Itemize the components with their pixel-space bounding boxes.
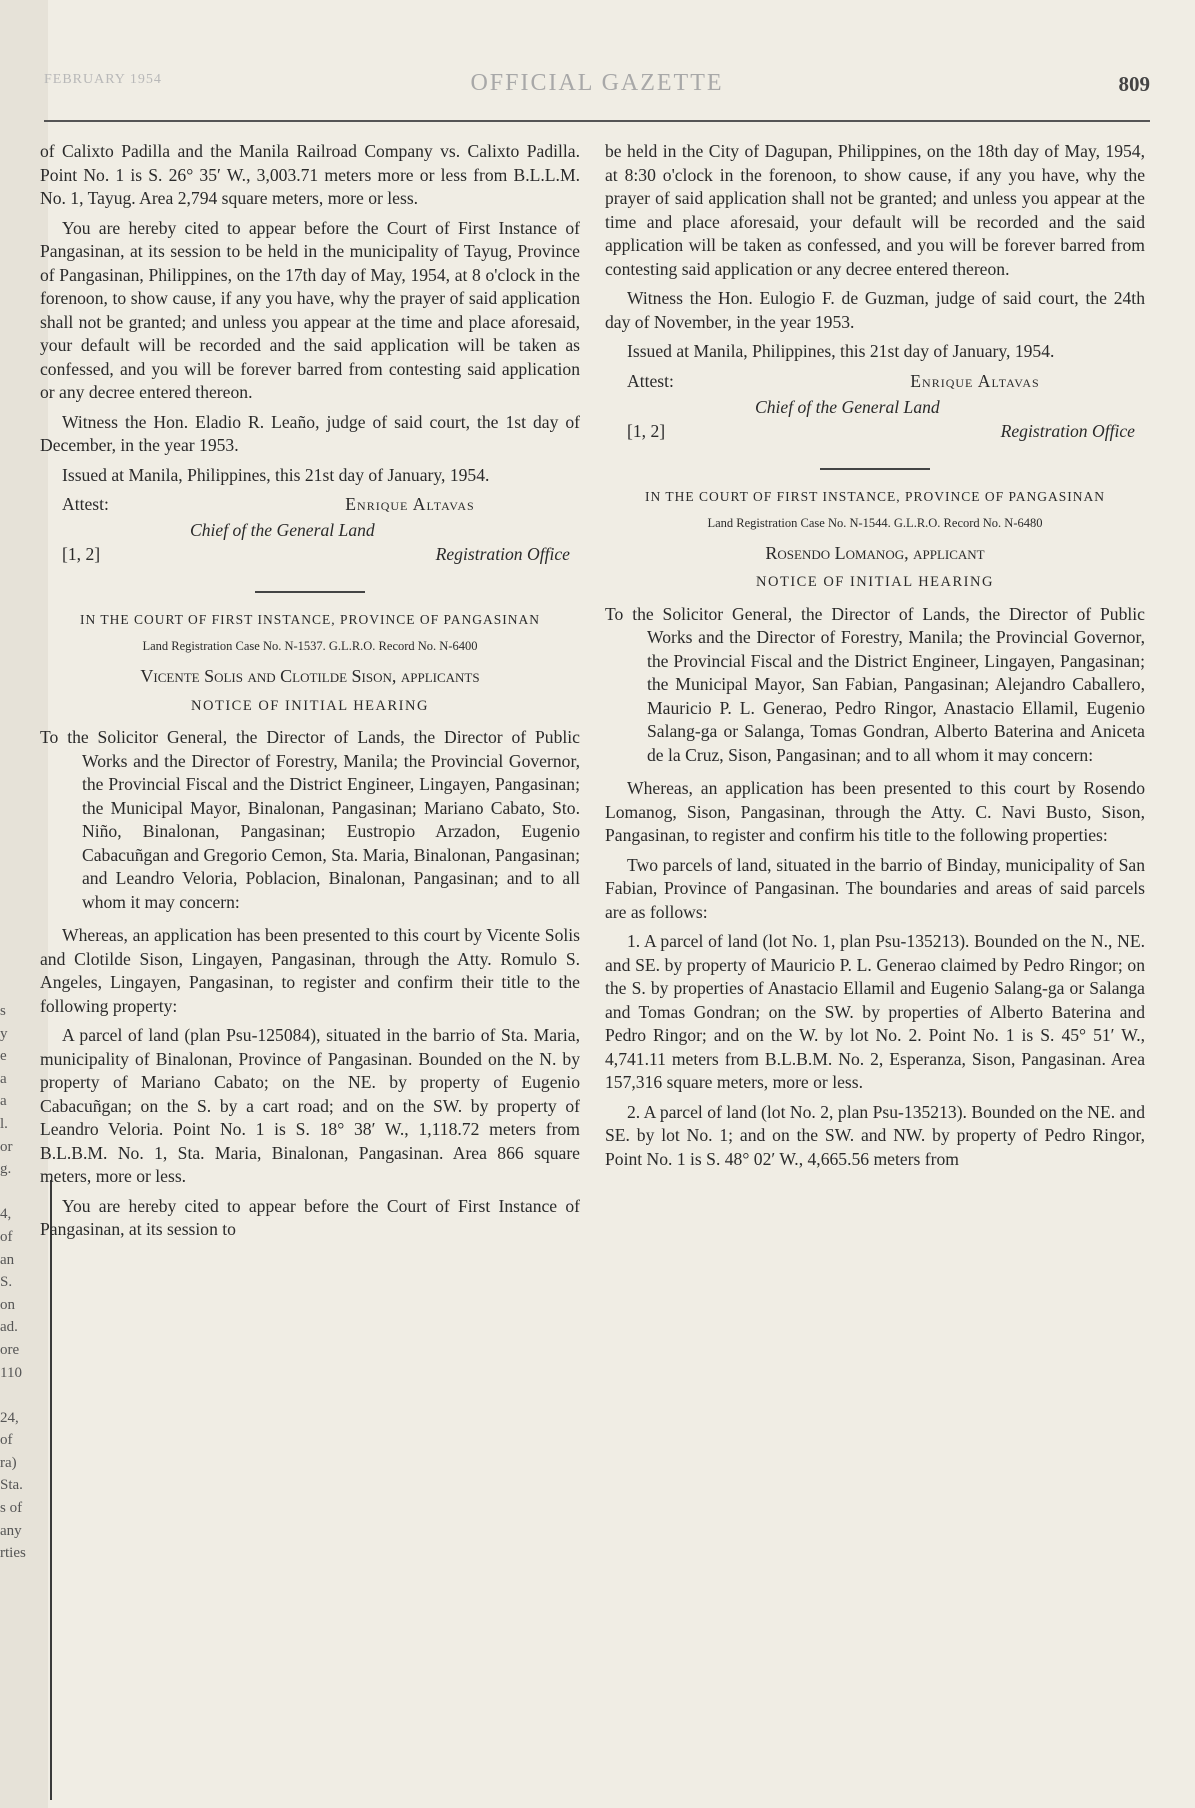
margin-fragment: ra) bbox=[0, 1454, 17, 1471]
header-rule bbox=[44, 120, 1150, 122]
margin-fragment: of bbox=[0, 1432, 13, 1449]
signer-name: Enrique Altavas bbox=[345, 494, 475, 514]
page-number: 809 bbox=[1118, 72, 1150, 96]
court-heading: IN THE COURT OF FIRST INSTANCE, PROVINCE OF PANGASINAN bbox=[644, 488, 1106, 504]
addressees: To the Solicitor General, the Director of Lands, the Director of Public Works and the Director of Forestry, Manila; the Provincial Governor, the Provincial Fiscal and the District Engineer, Lingayen, Pangasinan; the Municipal Mayor, San Fabian, Pangasinan; Alejandro Caballero, Mauricio P. L. Generao, Pedro Ringor, Anastacio Ellamil, Eugenio Salang-ga or Salanga, Tomas Gondran, Alberto Baterina and Aniceta de la Cruz, Sison, Pangasinan; and to all whom it may concern: bbox=[605, 603, 1145, 765]
margin-fragment: or bbox=[0, 1138, 13, 1155]
case-number: Land Registration Case No. N-1537. G.L.R.O. Record No. N-6400 bbox=[142, 639, 478, 653]
paragraph: 2. A parcel of land (lot No. 2, plan Psu-135213). Bounded on the NE. and SE. by lot No. 1; and on the SW. and NW. by property of Pedro Ringor, Point No. 1 is S. 48° 02′ W., 4,665.56 meters from bbox=[605, 1101, 1145, 1169]
margin-fragment: a bbox=[0, 1093, 7, 1110]
notice-heading: NOTICE OF INITIAL HEARING bbox=[756, 574, 994, 590]
paragraph: Witness the Hon. Eulogio F. de Guzman, judge of said court, the 24th day of November, in the year 1953. bbox=[605, 288, 1145, 332]
section-divider bbox=[255, 591, 365, 593]
signer-title-line2: Registration Office bbox=[435, 544, 570, 564]
signer-title-line1: Chief of the General Land bbox=[190, 520, 375, 540]
margin-fragment: y bbox=[0, 1025, 8, 1042]
paragraph: be held in the City of Dagupan, Philippines, on the 18th day of May, 1954, at 8:30 o'clock in the forenoon, to show cause, if any you have, why the prayer of said application shall not be granted; and unless you appear at the time and place aforesaid, your default will be recorded and the said application will be taken as confessed, and you will be forever barred from contesting said application or any decree entered thereon. bbox=[605, 141, 1145, 279]
paragraph: Witness the Hon. Eladio R. Leaño, judge of said court, the 1st day of December, in the year 1953. bbox=[40, 411, 580, 455]
margin-fragment: S. bbox=[0, 1274, 13, 1291]
margin-fragment: of bbox=[0, 1228, 13, 1245]
margin-fragment: ad. bbox=[0, 1319, 18, 1336]
court-heading: IN THE COURT OF FIRST INSTANCE, PROVINCE OF PANGASINAN bbox=[79, 612, 541, 627]
margin-fragment: on bbox=[0, 1296, 15, 1313]
paragraph: of Calixto Padilla and the Manila Railroad Company vs. Calixto Padilla. Point No. 1 is S. 26° 35′ W., 3,003.71 meters more or less from B.L.L.M. No. 1, Tayug. Area 2,794 square meters, more or less. bbox=[40, 141, 580, 208]
paragraph: Two parcels of land, situated in the barrio of Binday, municipality of San Fabian, Province of Pangasinan. The boundaries and areas of said parcels are as follows: bbox=[605, 854, 1145, 922]
margin-fragment: s bbox=[0, 1003, 6, 1019]
margin-fragment bbox=[0, 1181, 44, 1204]
paragraph: You are hereby cited to appear before the Court of First Instance of Pangasinan, at its session to be held in the municipality of Tayug, Province of Pangasinan, Philippines, on the 17th day of May, 1954, at 8 o'clock in the forenoon, to show cause, if any you have, why the prayer of said application shall not be granted; and unless you appear at the time and place aforesaid, your default will be recorded and the said application will be taken as confessed, and you will be forever barred from contesting said application or any decree entered thereon. bbox=[40, 217, 580, 402]
adjacent-page-fragments bbox=[0, 1000, 44, 1565]
attestation-block bbox=[605, 370, 1145, 454]
margin-fragment: g. bbox=[0, 1161, 12, 1178]
paragraph: Issued at Manila, Philippines, this 21st day of January, 1954. bbox=[627, 341, 1055, 361]
margin-fragment: s of bbox=[0, 1500, 23, 1517]
issue-reference: [1, 2] bbox=[62, 544, 101, 564]
margin-fragment: ore bbox=[0, 1341, 20, 1358]
margin-fragment: a bbox=[0, 1070, 7, 1087]
margin-fragment: any bbox=[0, 1522, 22, 1539]
addressees: To the Solicitor General, the Director of Lands, the Director of Public Works and the Director of Forestry, Manila; the Provincial Governor, the Provincial Fiscal and the District Engineer, Lingayen, Pangasinan; the Municipal Mayor, Binalonan, Pangasinan; Mariano Cabato, Sto. Niño, Binalonan, Pangasinan; Eustropio Arzadon, Eugenio Cabacuñgan and Gregorio Cemon, Sta. Maria, Binalonan, Pangasinan; and Leandro Veloria, Poblacion, Binalonan, Pangasinan; and to all whom it may concern: bbox=[40, 727, 580, 912]
paragraph: Whereas, an application has been presented to this court by Rosendo Lomanog, Sison, Pangasinan, through the Atty. C. Navi Busto, Sison, Pangasinan, to register and confirm his title to the following properties: bbox=[605, 778, 1145, 845]
section-divider bbox=[820, 468, 930, 470]
signer-title-line2: Registration Office bbox=[1000, 420, 1135, 441]
notice-heading: NOTICE OF INITIAL HEARING bbox=[191, 697, 429, 714]
running-head: FEBRUARY 1954 bbox=[44, 72, 162, 87]
paragraph: Issued at Manila, Philippines, this 21st day of January, 1954. bbox=[62, 464, 490, 485]
margin-fragment: 4, bbox=[0, 1206, 12, 1223]
signer-title-line1: Chief of the General Land bbox=[755, 396, 940, 417]
paragraph: 1. A parcel of land (lot No. 1, plan Psu-135213). Bounded on the N., NE. and SE. by property of Mauricio P. L. Generao claimed by Pedro Ringor; on the S. by properties of Anastacio Ellamil and Eugenio Salang-ga or Salanga and Tomas Gondran; on the SW. by properties of Alberto Baterina and Pedro Ringor; and on the W. by lot No. 2. Point No. 1 is S. 45° 51′ W., 4,741.11 meters from B.L.B.M. No. 2, Esperanza, Sison, Pangasinan. Area 157,316 square meters, more or less. bbox=[605, 931, 1145, 1092]
margin-fragment: an bbox=[0, 1251, 15, 1268]
margin-fragment: 24, bbox=[0, 1409, 19, 1426]
margin-fragment: l. bbox=[0, 1115, 8, 1132]
signer-name: Enrique Altavas bbox=[910, 370, 1040, 391]
case-number: Land Registration Case No. N-1544. G.L.R.O. Record No. N-6480 bbox=[707, 515, 1043, 530]
right-column bbox=[605, 140, 1145, 1177]
publication-title: OFFICIAL GAZETTE bbox=[470, 70, 724, 96]
page-header bbox=[44, 70, 1150, 110]
applicant-line: Rosendo Lomanog, applicant bbox=[765, 542, 985, 563]
issue-reference: [1, 2] bbox=[627, 420, 666, 441]
margin-fragment: e bbox=[0, 1048, 7, 1065]
paragraph: You are hereby cited to appear before the Court of First Instance of Pangasinan, at its session to bbox=[40, 1195, 580, 1239]
paragraph: Whereas, an application has been presented to this court by Vicente Solis and Clotilde Sison, Lingayen, Pangasinan, through the Atty. Romulo S. Angeles, Lingayen, Pangasinan, to register and confirm their title to the following property: bbox=[40, 925, 580, 1016]
applicant-line: Vicente Solis and Clotilde Sison, applicants bbox=[140, 666, 480, 686]
margin-fragment: Sta. bbox=[0, 1477, 23, 1494]
margin-fragment: 110 bbox=[0, 1364, 22, 1381]
paragraph: A parcel of land (plan Psu-125084), situated in the barrio of Sta. Maria, municipality of Binalonan, Province of Pangasinan. Bounded on the N. by property of Mariano Cabato; on the NE. by property of Eugenio Cabacuñgan; on the S. by a cart road; and on the SW. by property of Leandro Veloria. Point No. 1 is S. 18° 38′ W., 1,118.72 meters from B.L.B.M. No. 1, Sta. Maria, Binalonan, Pangasinan. Area 866 square meters, more or less. bbox=[40, 1025, 580, 1186]
margin-fragment bbox=[0, 1384, 44, 1407]
binding-edge bbox=[50, 1180, 52, 1800]
attestation-block bbox=[40, 493, 580, 577]
attest-label: Attest: bbox=[62, 494, 109, 514]
left-column bbox=[40, 140, 580, 1248]
margin-fragment: rties bbox=[0, 1545, 26, 1562]
attest-label: Attest: bbox=[627, 370, 674, 391]
